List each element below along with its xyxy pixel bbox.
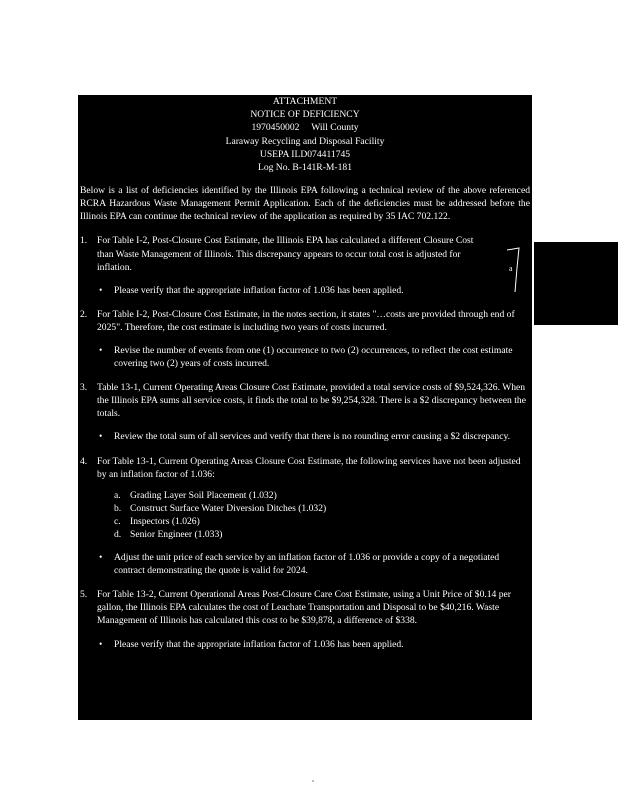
sublist-text: Senior Engineer (1.033) [130,529,223,540]
item-number: 5. [80,589,88,601]
heading-notice: NOTICE OF DEFICIENCY [250,109,360,121]
item-number: 3. [80,382,88,394]
sublist-letter: a. [114,489,121,501]
intro-paragraph: Below is a list of deficiencies identified by the Illinois EPA following a technical review of the above referenced RCRA Hazardous Waste Management Permit Application. Each of the deficiencies must be addressed before the Illinois EPA can continue the technical review of the application as required by 35 IAC 702.122. [80,185,530,223]
deficiency-item [78,588,532,650]
sublist-item [114,515,530,528]
sublist-letter: c. [114,515,121,527]
action-bullet [97,284,530,297]
deficiency-item [78,381,532,443]
deficiency-list [78,234,532,650]
redaction-block [534,242,618,325]
bullet-icon: • [99,638,103,650]
item-text: For Table 13-1, Current Operating Areas Closure Cost Estimate, the following services have not been adjusted by an inflation factor of 1.036: [97,455,521,480]
bullet-text: Please verify that the appropriate inflation factor of 1.036 has been applied. [114,284,404,296]
item-text: For Table I-2, Post-Closure Cost Estimate, the Illinois EPA has calculated a different Closure Cost than Waste Management of Illinois. This discrepancy appears to occur total cost is adjusted for inflation. [97,235,474,273]
margin-note-text: a [509,264,513,273]
heading-attachment: ATTACHMENT [272,96,338,107]
service-sublist [97,489,530,541]
document-body [78,95,532,662]
sublist-text: Grading Layer Soil Placement (1.032) [130,489,277,501]
sublist-text: Construct Surface Water Diversion Ditches (1.032) [130,502,327,514]
item-number: 4. [80,455,88,467]
bullet-text: Review the total sum of all services and verify that there is no rounding error causing a $2 discrepancy. [114,431,511,443]
deficiency-item [78,455,532,578]
sublist-item [114,528,530,541]
item-text: For Table I-2, Post-Closure Cost Estimate, in the notes section, it states "…costs are provided through end of 2025". Therefore, the cost estimate is including two years of costs incurred. [97,308,515,333]
action-bullet [97,551,530,577]
sublist-text: Inspectors (1.026) [130,515,200,527]
item-number: 2. [80,308,88,320]
bullet-icon: • [99,552,103,564]
action-bullet [97,344,530,370]
action-bullet [97,430,530,443]
margin-bracket-icon [503,246,525,296]
heading-usepa-id: USEPA ILD074411745 [259,148,351,160]
heading-log-no: Log No. B-141R-M-181 [257,161,353,173]
item-number: 1. [80,235,88,247]
deficiency-item [78,234,532,296]
action-bullet [97,638,530,651]
bullet-text: Please verify that the appropriate inflation factor of 1.036 has been applied. [114,638,404,650]
bullet-icon: • [99,284,103,296]
bullet-text: Revise the number of events from one (1) occurrence to two (2) occurrences, to reflect the cost estimate covering two (2) years of costs incurred. [114,344,513,370]
bullet-text: Adjust the unit price of each service by an inflation factor of 1.036 or provide a copy of a negotiated contract demonstrating the quote is valid for 2024. [114,552,500,577]
item-text: Table 13-1, Current Operating Areas Closure Cost Estimate, provided a total service costs of $9,524,326. When the Illinois EPA sums all service costs, it finds the total to be $9,254,328. There is a $2 discrepancy between the totals. [97,382,526,420]
scan-speck [312,780,314,782]
item-text: For Table 13-2, Current Operational Areas Post-Closure Care Cost Estimate, using a Unit Price of $0.14 per gallon, the Illinois EPA calculates the cost of Leachate Transportation and Disposal to be $40,216. Waste Management of Illinois has calculated this cost to be $39,878, a difference of $338. [97,589,512,627]
sublist-letter: d. [114,529,122,540]
sublist-letter: b. [114,502,122,514]
heading-facility: Laraway Recycling and Disposal Facility [225,135,385,147]
sublist-item [114,489,530,502]
handwritten-margin-mark [503,246,525,296]
bullet-icon: • [99,431,103,443]
document-heading [78,95,532,174]
heading-site-id: 1970450002 Will County [251,122,359,134]
deficiency-item [78,308,532,370]
sublist-item [114,502,530,515]
bullet-icon: • [99,344,103,356]
